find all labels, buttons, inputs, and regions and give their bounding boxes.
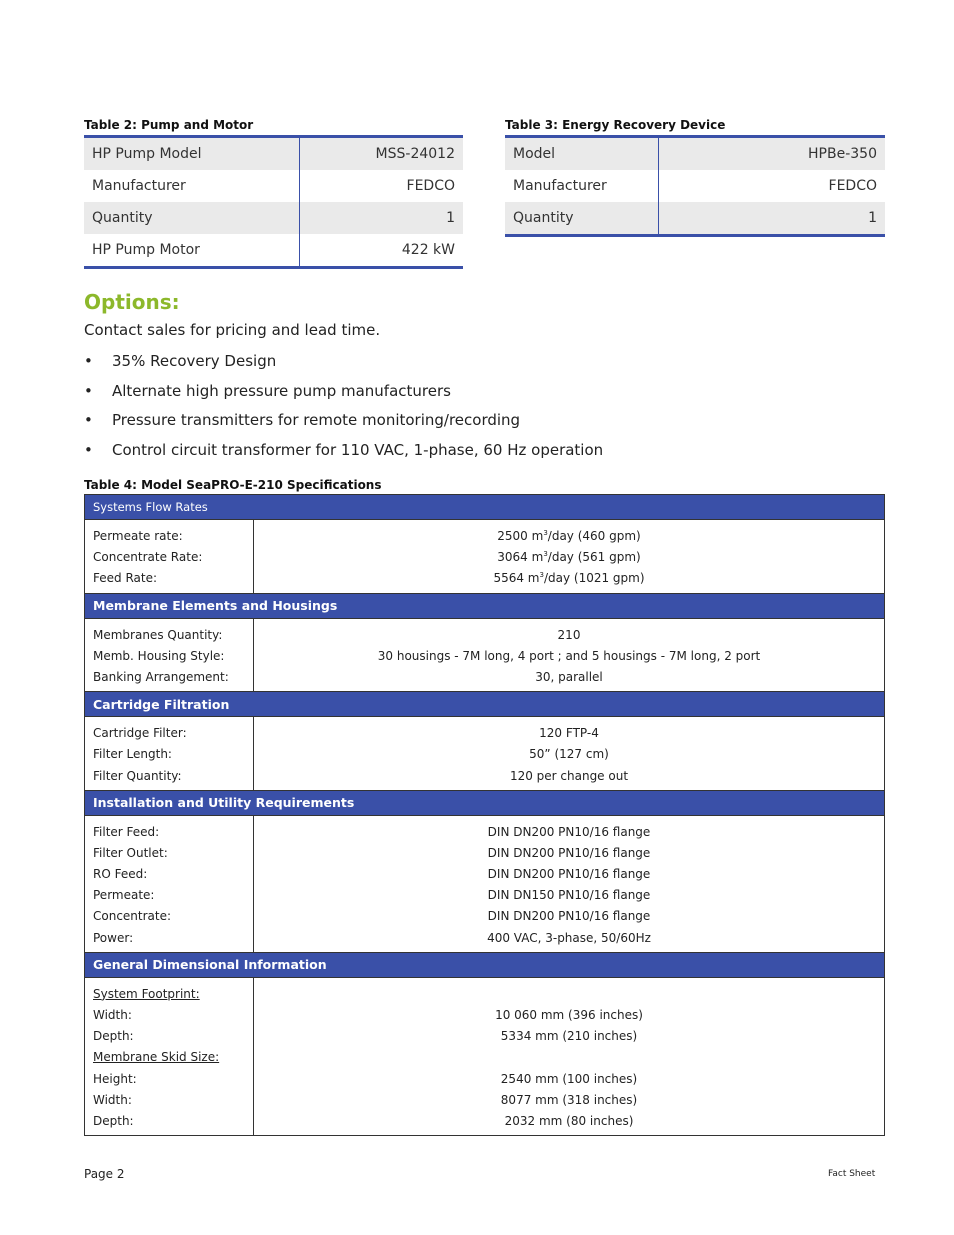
row-value: 2500 $m^3$/day (460 gpm)	[497, 529, 641, 543]
table-row	[84, 170, 463, 202]
row-label: Width:	[93, 1008, 132, 1022]
row-label: Depth:	[93, 1029, 134, 1044]
section-title: Systems Flow Rates	[85, 495, 885, 520]
list-item	[84, 409, 603, 439]
row-value: 50” (127 cm)	[529, 747, 609, 762]
section-header	[85, 593, 885, 618]
label-cell	[85, 717, 254, 791]
table-row	[85, 717, 885, 791]
row-label: Power:	[93, 930, 134, 945]
specifications-table	[84, 494, 885, 1136]
row-value: 400 VAC, 3-phase, 50/60Hz	[487, 930, 651, 945]
page-number: Page 2	[84, 1167, 125, 1181]
row-label: Filter Feed:	[93, 824, 160, 839]
row-label: Permeate rate:	[93, 529, 183, 543]
table-row	[505, 137, 885, 171]
options-list	[84, 350, 603, 468]
list-item-text: Alternate high pressure pump manufacturers	[112, 381, 451, 400]
options-intro: Contact sales for pricing and lead time.	[84, 321, 381, 339]
pump-motor-table	[84, 135, 463, 269]
value-cell	[254, 717, 885, 791]
table-cell-label: Quantity	[505, 202, 659, 236]
bullet-icon: •	[84, 352, 93, 370]
label-cell	[85, 815, 254, 952]
table-row	[84, 202, 463, 234]
row-value: DIN DN200 PN10/16 flange	[487, 909, 651, 924]
row-label: RO Feed:	[93, 867, 148, 882]
value-cell	[254, 977, 885, 1135]
row-value: 30 housings - 7M long, 4 port ; and 5 housings - 7M long, 2 port	[377, 648, 761, 663]
table-row	[505, 202, 885, 236]
row-label: Width:	[93, 1092, 132, 1107]
table-cell-value: 1	[659, 202, 886, 236]
table-cell-value: MSS-24012	[299, 137, 463, 171]
list-item-text: Control circuit transformer for 110 VAC, 1-phase, 60 Hz operation	[112, 440, 604, 459]
row-value: 10 060 mm (396 inches)	[495, 1008, 643, 1022]
row-label: System Footprint:	[93, 986, 200, 1001]
label-cell	[85, 977, 254, 1135]
table-cell-value: HPBe-350	[659, 137, 886, 171]
row-value: 30, parallel	[535, 669, 603, 684]
table-cell-label: HP Pump Motor	[92, 242, 200, 258]
bullet-icon: •	[84, 381, 93, 400]
table3-caption: Table 3: Energy Recovery Device	[505, 118, 726, 132]
value-cell	[254, 618, 885, 692]
table-cell-value: 422 kW	[299, 234, 463, 268]
section-header	[85, 495, 885, 520]
row-value: 2540 mm (100 inches)	[500, 1071, 638, 1086]
table-row	[85, 520, 885, 594]
row-label: Membranes Quantity:	[93, 627, 223, 642]
table-row	[84, 234, 463, 268]
row-value: 8077 mm (318 inches)	[500, 1092, 638, 1107]
section-title: General Dimensional Information	[85, 952, 885, 977]
table-cell-value: 1	[299, 202, 463, 234]
row-label: Filter Quantity:	[93, 768, 182, 783]
table-row	[505, 170, 885, 202]
energy-recovery-table	[505, 135, 885, 237]
row-label: Filter Outlet:	[93, 845, 168, 860]
row-label: Height:	[93, 1071, 137, 1086]
table-cell-label: HP Pump Model	[84, 137, 299, 171]
section-title: Installation and Utility Requirements	[85, 790, 885, 815]
table-cell-label: Manufacturer	[92, 178, 186, 194]
row-value: 120 per change out	[509, 768, 629, 783]
section-header	[85, 692, 885, 717]
bullet-icon: •	[84, 440, 93, 459]
row-value: 3064 $m^3$/day (561 gpm)	[497, 550, 641, 565]
row-value: 5334 mm (210 inches)	[500, 1029, 638, 1044]
row-label: Concentrate Rate:	[93, 550, 203, 565]
row-value: DIN DN200 PN10/16 flange	[487, 824, 651, 839]
table4-caption: Table 4: Model SeaPRO-E-210 Specifications	[84, 478, 382, 492]
row-label: Filter Length:	[93, 747, 172, 762]
section-title: Membrane Elements and Housings	[85, 593, 885, 618]
list-item-text: Pressure transmitters for remote monitoring/recording	[112, 411, 521, 429]
list-item	[84, 380, 603, 410]
row-value: 210	[557, 627, 581, 642]
row-value	[262, 1047, 876, 1068]
row-label: Cartridge Filter:	[93, 726, 187, 741]
row-label: Feed Rate:	[93, 571, 158, 586]
document-type: Fact Sheet	[828, 1169, 876, 1179]
table-cell-label: Manufacturer	[513, 178, 607, 194]
row-label: Membrane Skid Size:	[93, 1050, 220, 1065]
row-value: 5564 $m^3$/day (1021 gpm)	[493, 571, 645, 586]
list-item	[84, 439, 603, 469]
section-title: Cartridge Filtration	[85, 692, 885, 717]
table-cell-value: FEDCO	[299, 170, 463, 202]
row-value	[262, 984, 876, 1005]
table-row	[84, 137, 463, 171]
label-cell	[85, 520, 254, 594]
row-label: Concentrate:	[93, 909, 172, 924]
row-value: 2032 mm (80 inches)	[504, 1113, 634, 1128]
section-header	[85, 790, 885, 815]
row-label: Depth:	[93, 1113, 134, 1128]
label-cell	[85, 618, 254, 692]
table-cell-label: Quantity	[84, 202, 299, 234]
row-label: Memb. Housing Style:	[93, 648, 225, 663]
bullet-icon: •	[84, 411, 93, 429]
value-cell	[254, 520, 885, 594]
section-header	[85, 952, 885, 977]
table-row	[85, 977, 885, 1135]
list-item-text: 35% Recovery Design	[112, 352, 277, 370]
options-heading: Options:	[84, 290, 180, 314]
row-value: DIN DN150 PN10/16 flange	[487, 888, 651, 903]
table-cell-value: FEDCO	[659, 170, 886, 202]
table2-caption: Table 2: Pump and Motor	[84, 118, 254, 132]
row-label: Banking Arrangement:	[93, 669, 229, 684]
list-item	[84, 350, 603, 380]
row-value: 120 FTP-4	[539, 726, 599, 741]
table-cell-label: Model	[505, 137, 659, 171]
row-value: DIN DN200 PN10/16 flange	[487, 867, 651, 882]
row-value: DIN DN200 PN10/16 flange	[487, 845, 651, 860]
row-label: Permeate:	[93, 888, 155, 903]
table-row	[85, 815, 885, 952]
table-row	[85, 618, 885, 692]
value-cell	[254, 815, 885, 952]
